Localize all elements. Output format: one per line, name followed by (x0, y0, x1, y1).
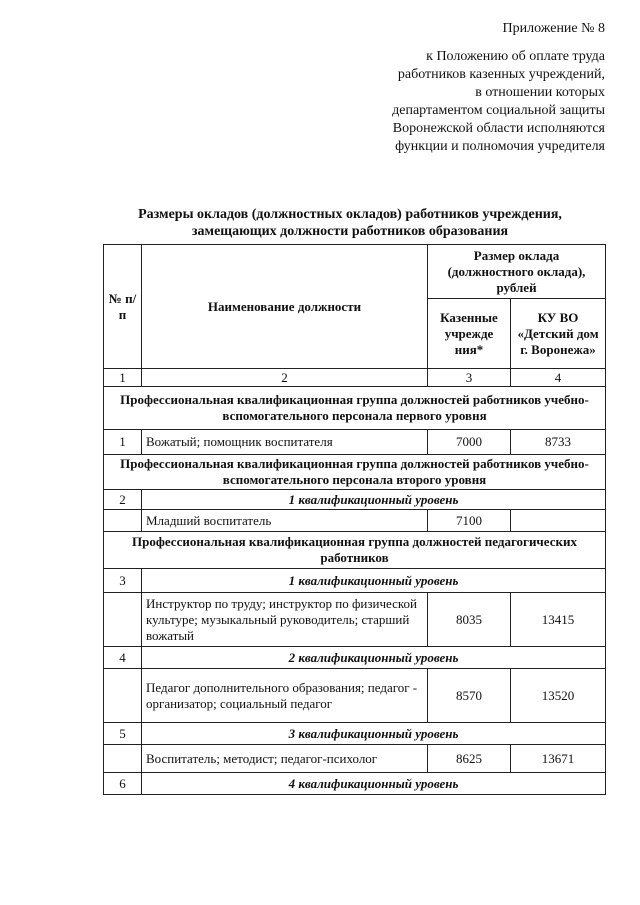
column-numbers-row (104, 369, 606, 387)
row-num: 1 (104, 430, 142, 455)
row-num: 5 (104, 723, 142, 745)
row-ku-salary: 13671 (511, 745, 606, 773)
qualification-level: 1 квалификационный уровень (142, 490, 606, 510)
level-row (104, 647, 606, 669)
row-num: 3 (104, 569, 142, 593)
title-line-2: замещающих должности работников образования (191, 224, 509, 239)
header-line: департаментом социальной защиты (392, 103, 605, 118)
header-position: Наименование должности (142, 245, 428, 369)
row-position: Педагог дополнительного образования; педагог - организатор; социальный педагог (142, 669, 428, 723)
group-row (104, 455, 606, 490)
header-salary: Размер оклада (должностного оклада), рублей (428, 245, 606, 299)
header-line: Воронежской области исполняются (392, 121, 605, 136)
row-num: 2 (104, 490, 142, 510)
qualification-level: 3 квалификационный уровень (142, 723, 606, 745)
appendix-label: Приложение № 8 (502, 21, 605, 36)
row-state-salary: 8625 (428, 745, 511, 773)
title-line-1: Размеры окладов (должностных окладов) работников учреждения, (138, 207, 562, 222)
document-header (392, 20, 605, 156)
group-title: Профессиональная квалификационная группа должностей работников учебно-вспомогательного персонала второго уровня (104, 455, 606, 490)
row-state-salary: 7000 (428, 430, 511, 455)
column-number: 3 (428, 369, 511, 387)
salary-table (103, 244, 606, 795)
table-row (104, 593, 606, 647)
header-num: № п/п (104, 245, 142, 369)
table-row (104, 510, 606, 532)
level-row (104, 723, 606, 745)
qualification-level: 1 квалификационный уровень (142, 569, 606, 593)
row-ku-salary: 13415 (511, 593, 606, 647)
row-ku-salary: 8733 (511, 430, 606, 455)
row-ku-salary: 13520 (511, 669, 606, 723)
row-num: 4 (104, 647, 142, 669)
row-position: Младший воспитатель (142, 510, 428, 532)
header-line: функции и полномочия учредителя (395, 139, 605, 154)
table-row (104, 669, 606, 723)
group-title: Профессиональная квалификационная группа должностей педагогических работников (104, 532, 606, 569)
header-line: в отношении которых (475, 85, 605, 100)
document-title (100, 206, 600, 240)
row-position: Вожатый; помощник воспитателя (142, 430, 428, 455)
table-header-row (104, 245, 606, 299)
table-row (104, 430, 606, 455)
column-number: 1 (104, 369, 142, 387)
group-row (104, 532, 606, 569)
row-num: 6 (104, 773, 142, 795)
column-number: 2 (142, 369, 428, 387)
header-state-institutions: Казенные учрежде ния* (428, 299, 511, 369)
row-num (104, 593, 142, 647)
qualification-level: 4 квалификационный уровень (142, 773, 606, 795)
group-row (104, 387, 606, 430)
table-row (104, 745, 606, 773)
level-row (104, 569, 606, 593)
row-num (104, 669, 142, 723)
qualification-level: 2 квалификационный уровень (142, 647, 606, 669)
row-num (104, 510, 142, 532)
header-line: к Положению об оплате труда (426, 49, 605, 64)
row-ku-salary (511, 510, 606, 532)
row-position: Инструктор по труду; инструктор по физической культуре; музыкальный руководитель; старший вожатый (142, 593, 428, 647)
row-state-salary: 7100 (428, 510, 511, 532)
level-row (104, 773, 606, 795)
level-row (104, 490, 606, 510)
header-ku-vo: КУ ВО «Детский дом г. Воронежа» (511, 299, 606, 369)
column-number: 4 (511, 369, 606, 387)
header-line: работников казенных учреждений, (397, 67, 605, 82)
row-position: Воспитатель; методист; педагог-психолог (142, 745, 428, 773)
row-num (104, 745, 142, 773)
row-state-salary: 8570 (428, 669, 511, 723)
row-state-salary: 8035 (428, 593, 511, 647)
group-title: Профессиональная квалификационная группа должностей работников учебно-вспомогательного персонала первого уровня (104, 387, 606, 430)
